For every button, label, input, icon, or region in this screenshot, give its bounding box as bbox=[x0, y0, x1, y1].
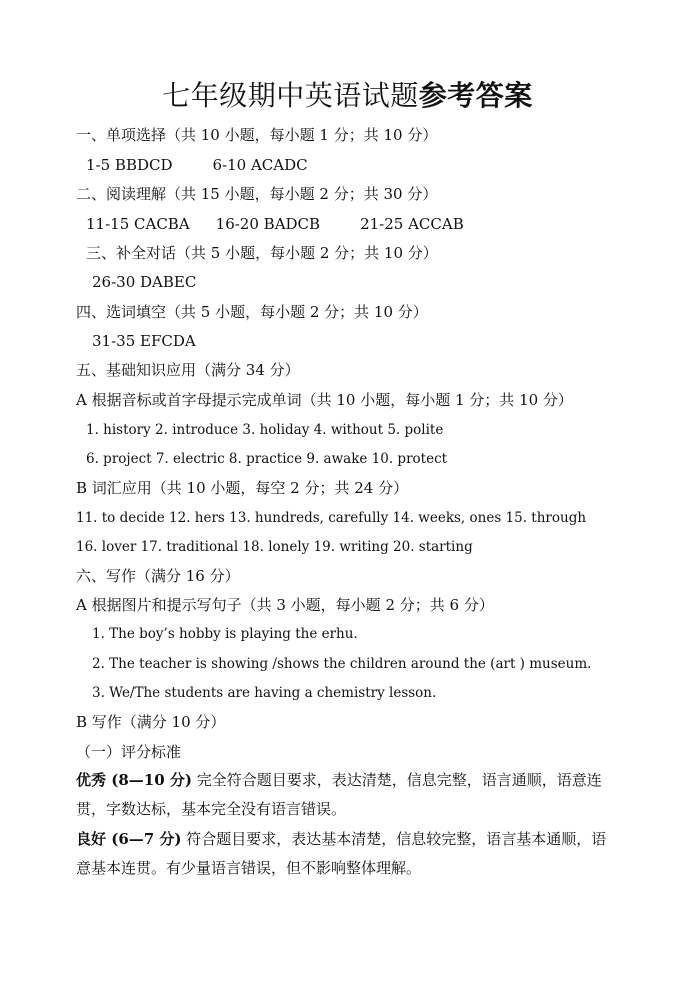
title-main: 七年级期中英语试题 bbox=[162, 79, 419, 112]
good-label: 良好 (6—7 分) bbox=[76, 830, 182, 848]
title-bold: 参考答案 bbox=[418, 79, 533, 112]
sentence-1: 1. The boy’s hobby is playing the erhu. bbox=[92, 626, 358, 642]
section-1-answers bbox=[86, 154, 686, 176]
answers-11-15: 11-15 CACBA bbox=[86, 215, 190, 233]
scoring-criteria-heading: （一）评分标准 bbox=[76, 743, 182, 761]
section-2-heading: 二、阅读理解（共 15 小题，每小题 2 分；共 30 分） bbox=[76, 185, 438, 203]
answers-26-30: 26-30 DABEC bbox=[92, 273, 197, 291]
answers-1-5-words: 1. history 2. introduce 3. holiday 4. without 5. polite bbox=[86, 422, 444, 438]
section-2-answers bbox=[86, 213, 686, 235]
section-1-heading: 一、单项选择（共 10 小题，每小题 1 分；共 10 分） bbox=[76, 126, 438, 144]
answers-16-20: 16-20 BADCB bbox=[215, 215, 321, 233]
section-6-part-b: B 写作（满分 10 分） bbox=[76, 713, 226, 731]
answers-31-35: 31-35 EFCDA bbox=[92, 332, 196, 350]
excellent-label: 优秀 (8—10 分) bbox=[76, 771, 192, 789]
section-6-heading: 六、写作（满分 16 分） bbox=[76, 567, 240, 585]
section-6-part-a: A 根据图片和提示写句子（共 3 小题，每小题 2 分；共 6 分） bbox=[76, 596, 494, 614]
section-4-heading: 四、选词填空（共 5 小题，每小题 2 分；共 10 分） bbox=[76, 303, 428, 321]
answers-21-25: 21-25 ACCAB bbox=[360, 215, 464, 233]
answers-6-10: 6-10 ACADC bbox=[212, 156, 308, 174]
good-text: 符合题目要求，表达基本清楚，信息较完整，语言基本通顺，语意基本连贯。有少量语言错误，但不影响整体理解。 bbox=[76, 830, 607, 877]
criteria-good bbox=[76, 825, 621, 883]
criteria-excellent bbox=[76, 766, 621, 824]
page-title bbox=[0, 74, 695, 118]
sentence-3: 3. We/The students are having a chemistry lesson. bbox=[92, 685, 437, 701]
excellent-text: 完全符合题目要求，表达清楚，信息完整，语言通顺，语意连贯，字数达标，基本完全没有语言错误。 bbox=[76, 771, 602, 818]
answers-16-20-words: 16. lover 17. traditional 18. lonely 19. writing 20. starting bbox=[76, 539, 473, 555]
sentence-2: 2. The teacher is showing /shows the children around the (art ) museum. bbox=[92, 656, 592, 672]
section-5-heading: 五、基础知识应用（满分 34 分） bbox=[76, 361, 300, 379]
answers-11-15-words: 11. to decide 12. hers 13. hundreds, carefully 14. weeks, ones 15. through bbox=[76, 510, 587, 526]
answers-6-10-words: 6. project 7. electric 8. practice 9. awake 10. protect bbox=[86, 451, 448, 467]
section-5-part-b: B 词汇应用（共 10 小题，每空 2 分；共 24 分） bbox=[76, 479, 409, 497]
answers-1-5: 1-5 BBDCD bbox=[86, 156, 173, 174]
section-3-heading: 三、补全对话（共 5 小题，每小题 2 分；共 10 分） bbox=[86, 244, 438, 262]
section-5-part-a: A 根据音标或首字母提示完成单词（共 10 小题，每小题 1 分；共 10 分） bbox=[76, 391, 573, 409]
